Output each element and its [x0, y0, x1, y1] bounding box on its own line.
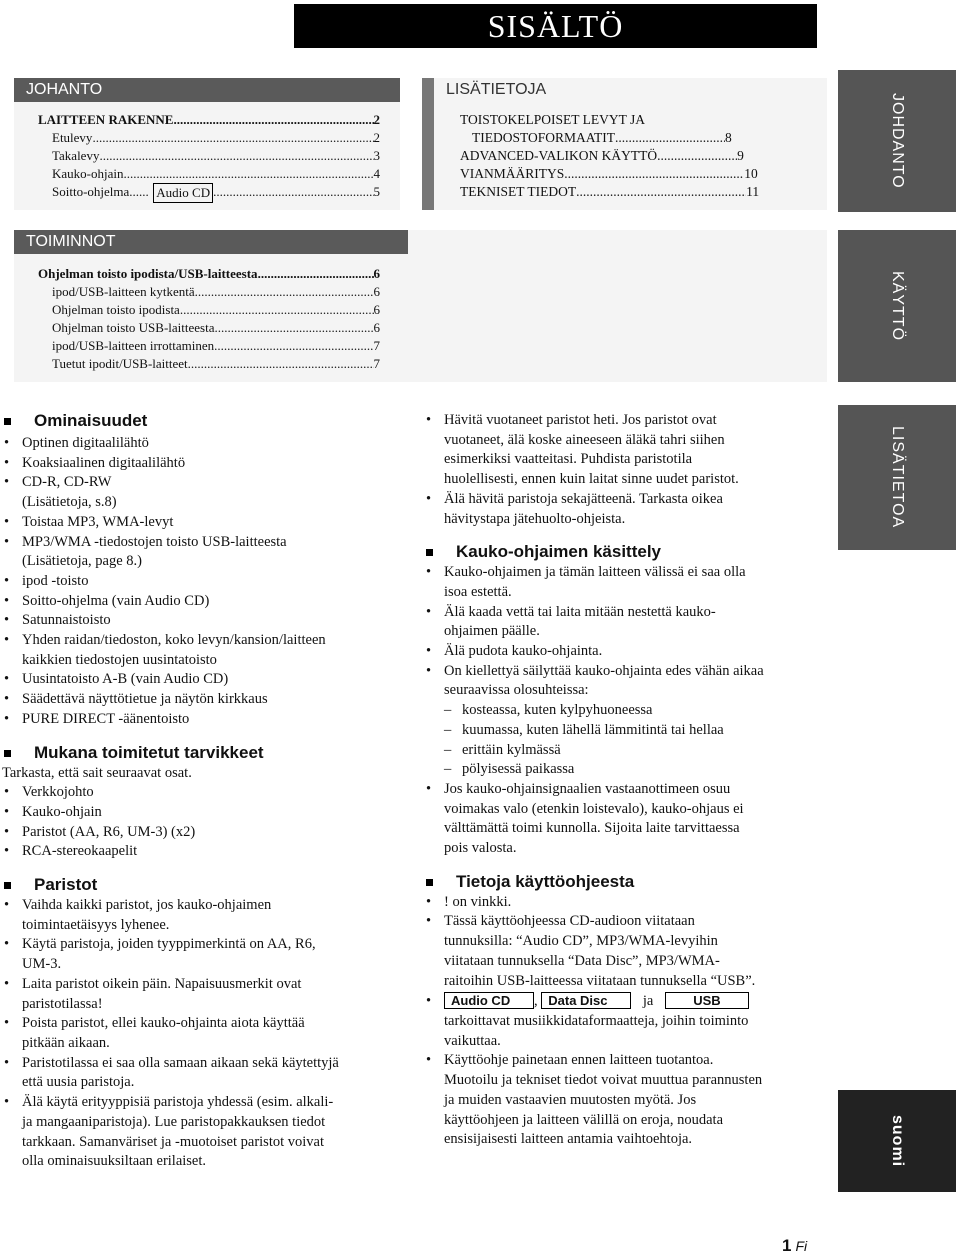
list-item: käyttöohjeen ja laitteen välillä on eroja, noudata	[444, 1111, 724, 1128]
list-item: pitkään aikaan.	[22, 1034, 110, 1051]
toc-page: 3	[373, 148, 380, 163]
list-item: välttämättä toimi kunnolla. Sijoita laite tarvittaessa	[444, 820, 740, 837]
list-item: • Toistaa MP3, WMA-levyt	[2, 513, 412, 533]
list-item: • Paristot (AA, R6, UM-3) (x2)	[2, 823, 412, 843]
list-item: (Lisätietoja, s.8)	[22, 494, 117, 511]
kauko-heading: Kauko-ohjaimen käsittely	[424, 541, 824, 563]
toc-label: TOISTOKELPOISET LEVYT JA	[460, 112, 646, 127]
list-item: • Kauko-ohjaimen ja tämän laitteen välissä ei saa olla	[424, 563, 824, 583]
johanto-heading: JOHANTO	[14, 78, 400, 102]
list-item: • Vaihda kaikki paristot, jos kauko-ohjaimen	[2, 896, 412, 916]
batteries-list	[2, 896, 412, 1172]
list-item: tunnuksilla: “Audio CD”, MP3/WMA-levyihin	[444, 933, 718, 950]
toc-page: 10	[744, 166, 758, 181]
list-item: • Kauko-ohjain	[2, 803, 412, 823]
johanto-toc	[38, 111, 380, 203]
toc-page: 11	[746, 184, 760, 199]
page-number	[782, 1236, 807, 1256]
list-item: voimakas valo (etenkin loistevalo), kauko-ohjaus ei	[444, 800, 744, 817]
right-column	[424, 411, 824, 1150]
toc-row[interactable]	[460, 183, 800, 201]
usb-label: USB	[665, 992, 749, 1009]
list-item: • PURE DIRECT -äänentoisto	[2, 710, 412, 730]
toc-page: 4	[373, 166, 380, 181]
toc-label: Ohjelman toisto ipodista	[52, 302, 180, 317]
left-column	[2, 410, 412, 1172]
list-item: UM-3.	[22, 956, 62, 973]
lisatietoja-heading: LISÄTIETOJA	[434, 78, 827, 102]
list-item: ja mangaaniparistoja). Lue paristopakkauksen tiedot	[22, 1113, 326, 1130]
toc-row[interactable]	[38, 265, 380, 283]
list-item: hävitystapa jätehuolto-ohjeista.	[444, 510, 626, 527]
toc-row[interactable]	[38, 337, 380, 355]
list-item: • Laita paristot oikein päin. Napaisuusmerkit ovat	[2, 975, 412, 995]
page-title: SISÄLTÖ	[294, 4, 817, 48]
toc-row[interactable]	[38, 165, 380, 183]
tab-lisatietoa[interactable]: LISÄTIETOA	[838, 405, 956, 550]
list-item: kaikkien tiedostojen uusintatoisto	[22, 651, 217, 668]
toc-label: Tuetut ipodit/USB-laitteet	[52, 356, 188, 371]
features-list	[2, 434, 412, 730]
toc-row[interactable]	[460, 129, 800, 147]
list-item: • Optinen digitaalilähtö	[2, 434, 412, 454]
toc-row[interactable]	[38, 355, 380, 373]
toiminnot-toc	[38, 265, 380, 373]
list-item: viitataan tunnuksella “Data Disc”, MP3/WMA-	[444, 952, 720, 969]
mukana-intro: Tarkasta, että sait seuraavat osat.	[2, 764, 192, 781]
list-item: • ! on vinkki.	[424, 893, 824, 913]
toc-row[interactable]	[38, 147, 380, 165]
toc-page: 7	[373, 338, 380, 353]
toc-row[interactable]	[460, 147, 800, 165]
list-item: • Paristotilassa ei saa olla samaan aikaan sekä käytettyjä	[2, 1054, 412, 1074]
list-item: seuraavissa olosuhteissa:	[444, 682, 589, 699]
toc-label: LAITTEEN RAKENNE	[38, 112, 174, 127]
audio-cd-box: Audio CD	[153, 183, 213, 203]
list-item: • Poista paristot, ellei kauko-ohjainta aiota käyttää	[2, 1014, 412, 1034]
ominaisuudet-heading: Ominaisuudet	[2, 410, 412, 432]
list-item: – kosteassa, kuten kylpyhuoneessa	[424, 701, 824, 721]
list-item: isoa estettä.	[444, 583, 512, 600]
toc-page: 6	[373, 284, 380, 299]
list-item: • Käytä paristoja, joiden tyyppimerkintä on AA, R6,	[2, 935, 412, 955]
toc-row[interactable]	[460, 111, 800, 129]
tab-johdanto[interactable]: JOHDANTO	[838, 70, 956, 212]
list-item: • Soitto-ohjelma (vain Audio CD)	[2, 592, 412, 612]
toc-page: 6	[373, 320, 380, 335]
list-item: • Satunnaistoisto	[2, 611, 412, 631]
toc-label: ipod/USB-laitteen irrottaminen	[52, 338, 215, 353]
toc-page: 5	[373, 184, 380, 199]
list-item: Muotoilu ja tekniset tiedot voivat muuttua parannusten	[444, 1072, 763, 1089]
list-item: • Älä hävitä paristoja sekajätteenä. Tarkasta oikea	[424, 490, 824, 510]
list-item: olla ominaisuuksiltaan erilaiset.	[22, 1153, 207, 1170]
toc-page: 2	[373, 130, 380, 145]
mukana-heading: Mukana toimitetut tarvikkeet	[2, 742, 412, 764]
toc-label: Etulevy	[52, 130, 93, 145]
toc-label: TEKNISET TIEDOT	[460, 184, 577, 199]
list-item: vaikuttaa.	[444, 1032, 501, 1049]
list-item: pois valosta.	[444, 840, 517, 857]
list-item: • Koaksiaalinen digitaalilähtö	[2, 454, 412, 474]
list-item: • Älä kaada vettä tai laita mitään nestettä kauko-	[424, 603, 824, 623]
list-item: ja muiden vastaavien muutosten myötä. Jos	[444, 1091, 697, 1108]
list-item: toimintaetäisyys lyhenee.	[22, 916, 170, 933]
accessories-list	[2, 783, 412, 862]
language-code: Fi	[795, 1238, 808, 1254]
list-item: (Lisätietoja, page 8.)	[22, 553, 142, 570]
tietoja-heading: Tietoja käyttöohjeesta	[424, 871, 824, 893]
list-item: vuotaneet, älä koske aineeseen äläkä tahri siihen	[444, 431, 725, 448]
list-item: • Uusintatoisto A-B (vain Audio CD)	[2, 670, 412, 690]
toc-page: 8	[725, 130, 732, 145]
data-disc-label: Data Disc	[541, 992, 631, 1009]
lisatietoja-toc	[460, 111, 800, 201]
toc-page: 6	[373, 302, 380, 317]
list-item: – erittäin kylmässä	[424, 741, 824, 761]
toc-row[interactable]: Soitto-ohjelma ...... Audio CD ..... 5	[38, 183, 380, 203]
toc-label: Ohjelman toisto USB-laitteesta	[52, 320, 215, 335]
toc-row[interactable]	[38, 319, 380, 337]
list-item: • Älä käytä erityyppisiä paristoja yhdessä (esim. alkali-	[2, 1093, 412, 1113]
toc-row[interactable]	[38, 283, 380, 301]
list-item: huolellisesti, ennen kuin laitat sinne uudet paristot.	[444, 471, 739, 488]
list-item: paristotilassa!	[22, 995, 103, 1012]
manual-info-list	[424, 893, 824, 1150]
comma-text: ,	[534, 993, 538, 1010]
battery-tips-list	[424, 411, 824, 529]
list-item: • ipod -toisto	[2, 572, 412, 592]
list-item: • Yhden raidan/tiedoston, koko levyn/kansion/laitteen	[2, 631, 412, 651]
list-item: ohjaimen päälle.	[444, 623, 540, 640]
list-item: • CD-R, CD-RW	[2, 473, 412, 493]
list-item: • Hävitä vuotaneet paristot heti. Jos paristot ovat	[424, 411, 824, 431]
toiminnot-heading: TOIMINNOT	[14, 230, 408, 254]
list-item: esimerkiksi vaatteitasi. Puhdista paristotila	[444, 451, 693, 468]
list-item: tarkoittavat musiikkidataformaatteja, joihin toiminto	[444, 1012, 749, 1029]
toc-label: ipod/USB-laitteen kytkentä	[52, 284, 195, 299]
list-item: • Käyttöohje painetaan ennen laitteen tuotantoa.	[424, 1051, 824, 1071]
tab-suomi[interactable]: suomi	[838, 1090, 956, 1192]
toc-page: 2	[373, 112, 380, 127]
list-item: • RCA-stereokaapelit	[2, 842, 412, 862]
list-item: raitoihin USB-laitteessa viitataan tunnuksella “USB”.	[444, 972, 756, 989]
list-item: – kuumassa, kuten lähellä lämmitintä tai hellaa	[424, 721, 824, 741]
list-item: • Älä pudota kauko-ohjainta.	[424, 642, 824, 662]
list-item: • Jos kauko-ohjainsignaalien vastaanottimeen osuu	[424, 780, 824, 800]
toc-row[interactable]	[38, 301, 380, 319]
list-item: tarkkaan. Samanväriset ja -muotoiset paristot voivat	[22, 1133, 325, 1150]
toc-row[interactable]	[460, 165, 800, 183]
paristot-heading: Paristot	[2, 874, 412, 896]
page-number-value: 1	[782, 1236, 792, 1255]
list-item	[424, 992, 824, 1012]
toc-label: Soitto-ohjelma	[52, 184, 130, 199]
toc-page: 7	[373, 356, 380, 371]
ja-text: ja	[642, 993, 654, 1010]
list-item: – pölyisessä paikassa	[424, 760, 824, 780]
toc-label: TIEDOSTOFORMAATIT	[472, 130, 616, 145]
toc-label: Takalevy	[52, 148, 100, 163]
toc-page: 9	[737, 148, 744, 163]
toc-label: Ohjelman toisto ipodista/USB-laitteesta	[38, 266, 258, 281]
list-item: ensisijaisesti laitteen antamia vaihtoehtoja.	[444, 1131, 693, 1148]
toc-label: ADVANCED-VALIKON KÄYTTÖ	[460, 148, 658, 163]
tab-kaytto[interactable]: KÄYTTÖ	[838, 230, 956, 382]
list-item: • MP3/WMA -tiedostojen toisto USB-laitteesta	[2, 533, 412, 553]
toc-page: 6	[373, 266, 380, 281]
toc-label: Kauko-ohjain	[52, 166, 124, 181]
list-item: • On kiellettyä säilyttää kauko-ohjainta edes vähän aikaa	[424, 662, 824, 682]
toc-row[interactable]	[38, 129, 380, 147]
remote-list	[424, 563, 824, 859]
list-item: että uusia paristoja.	[22, 1074, 135, 1091]
list-item: • Säädettävä näyttötietue ja näytön kirkkaus	[2, 690, 412, 710]
audio-cd-label: Audio CD	[444, 992, 534, 1009]
list-item: • Tässä käyttöohjeessa CD-audioon viitataan	[424, 912, 824, 932]
toc-label: VIANMÄÄRITYS	[460, 166, 565, 181]
toc-row[interactable]	[38, 111, 380, 129]
list-item: • Verkkojohto	[2, 783, 412, 803]
